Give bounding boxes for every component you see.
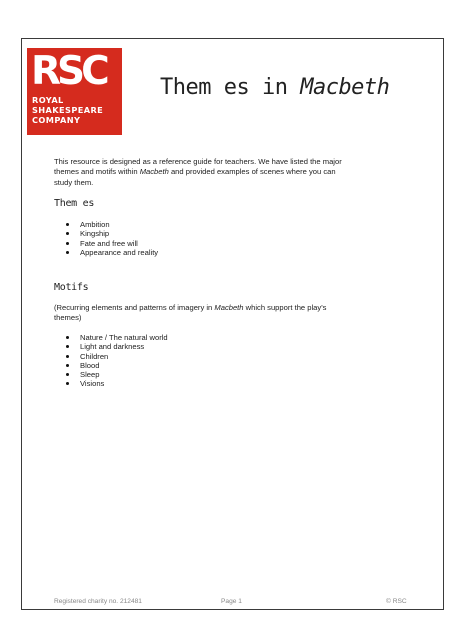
logo-line-royal: ROYAL	[32, 95, 64, 105]
list-item: Sleep	[64, 370, 168, 379]
title-prefix: Them es in	[160, 75, 301, 100]
motifs-note	[54, 303, 399, 324]
intro-line-3: study them.	[54, 177, 94, 187]
rsc-logo	[27, 48, 122, 135]
list-item: Children	[64, 352, 168, 361]
intro-line-2-start: themes and motifs within	[54, 167, 140, 177]
intro-paragraph	[54, 157, 399, 188]
logo-line-company: COMPANY	[32, 115, 81, 125]
footer-charity: Registered charity no. 212481	[54, 598, 142, 605]
motifs-note-play: Macbeth	[214, 303, 244, 312]
list-item: Fate and free will	[64, 239, 158, 248]
motifs-note-end: which support the play's	[243, 303, 327, 312]
list-item: Kingship	[64, 229, 158, 238]
footer-copyright: © RSC	[386, 598, 407, 605]
list-item: Appearance and reality	[64, 248, 158, 257]
themes-list	[64, 220, 158, 257]
page-title	[160, 75, 389, 100]
list-item: Visions	[64, 379, 168, 388]
themes-heading: Them es	[54, 198, 95, 209]
list-item: Light and darkness	[64, 342, 168, 351]
motifs-heading: Motifs	[54, 282, 89, 293]
list-item: Nature / The natural world	[64, 333, 168, 342]
intro-line-2	[54, 167, 399, 177]
logo-rsc-text: RSC	[31, 49, 106, 94]
list-item: Ambition	[64, 220, 158, 229]
motifs-note-line-1	[54, 303, 399, 313]
logo-company-name	[32, 95, 103, 125]
intro-play-name: Macbeth	[139, 167, 169, 177]
motifs-list	[64, 333, 168, 389]
intro-line-2-end: and provided examples of scenes where you can	[168, 167, 336, 177]
footer-page-number: Page 1	[221, 598, 242, 605]
logo-line-shakespeare: SHAKESPEARE	[32, 105, 104, 115]
intro-line-1: This resource is designed as a reference guide for teachers. We have listed the major	[54, 157, 342, 166]
list-item: Blood	[64, 361, 168, 370]
motifs-note-start: (Recurring elements and patterns of imagery in	[54, 303, 215, 312]
motifs-note-line-2: themes)	[54, 313, 82, 323]
title-play: Macbeth	[300, 75, 390, 100]
